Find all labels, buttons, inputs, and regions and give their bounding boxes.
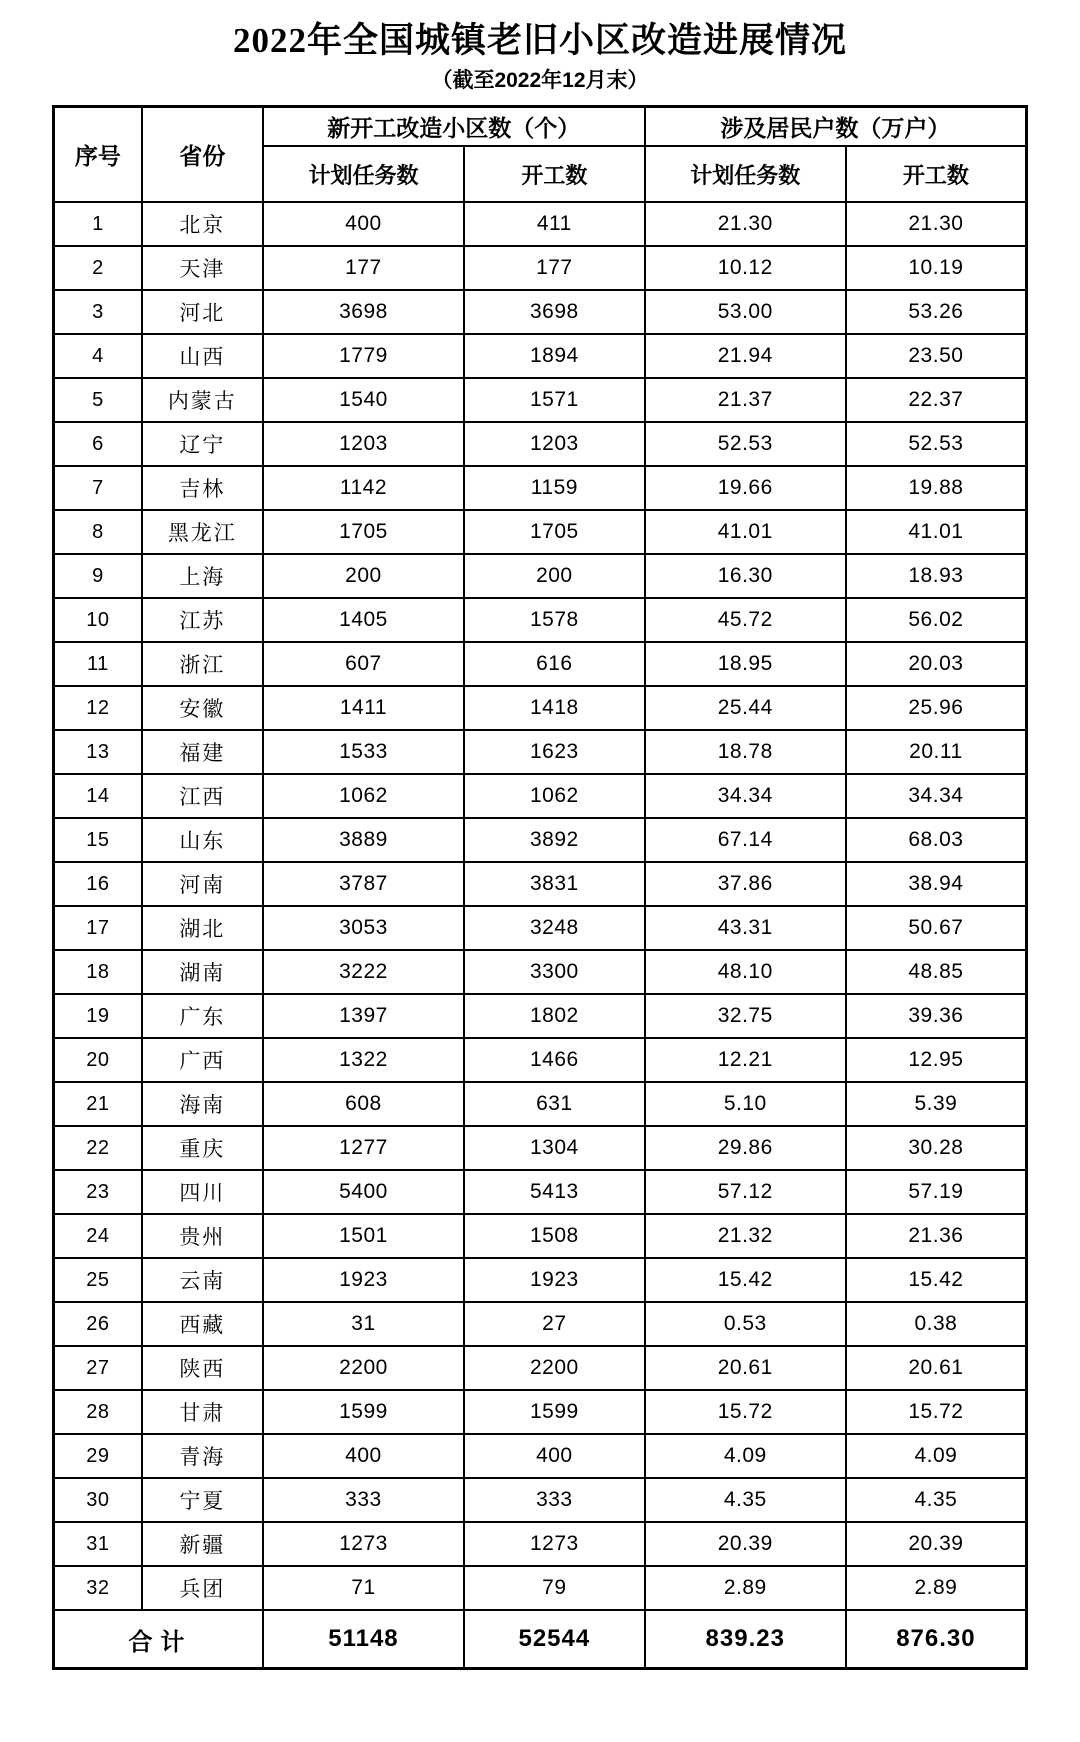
- row-units-started: 411: [464, 202, 645, 246]
- row-province: 浙江: [142, 642, 263, 686]
- row-households-started: 20.61: [846, 1346, 1027, 1390]
- row-households-plan: 53.00: [645, 290, 846, 334]
- row-households-started: 48.85: [846, 950, 1027, 994]
- table-row: [54, 1478, 1027, 1522]
- table-row: [54, 686, 1027, 730]
- row-households-started: 68.03: [846, 818, 1027, 862]
- row-province: 黑龙江: [142, 510, 263, 554]
- row-units-started: 200: [464, 554, 645, 598]
- row-index: 4: [54, 334, 142, 378]
- row-units-plan: 1705: [263, 510, 464, 554]
- row-units-plan: 1142: [263, 466, 464, 510]
- table-row: [54, 862, 1027, 906]
- table-row: [54, 554, 1027, 598]
- table-row: [54, 1214, 1027, 1258]
- row-index: 23: [54, 1170, 142, 1214]
- row-units-started: 1923: [464, 1258, 645, 1302]
- row-province: 重庆: [142, 1126, 263, 1170]
- row-units-plan: 1501: [263, 1214, 464, 1258]
- row-units-plan: 3889: [263, 818, 464, 862]
- row-province: 贵州: [142, 1214, 263, 1258]
- row-units-started: 1578: [464, 598, 645, 642]
- row-households-started: 20.39: [846, 1522, 1027, 1566]
- row-households-plan: 37.86: [645, 862, 846, 906]
- row-units-started: 177: [464, 246, 645, 290]
- row-households-started: 52.53: [846, 422, 1027, 466]
- row-households-started: 57.19: [846, 1170, 1027, 1214]
- row-index: 32: [54, 1566, 142, 1610]
- row-households-started: 0.38: [846, 1302, 1027, 1346]
- row-households-started: 21.36: [846, 1214, 1027, 1258]
- column-header-index: 序号: [54, 107, 142, 203]
- row-households-started: 15.72: [846, 1390, 1027, 1434]
- row-province: 广东: [142, 994, 263, 1038]
- total-units-plan: 51148: [263, 1610, 464, 1669]
- table-row: [54, 642, 1027, 686]
- table-row: [54, 1390, 1027, 1434]
- table-row: [54, 1302, 1027, 1346]
- row-index: 2: [54, 246, 142, 290]
- table-row: [54, 246, 1027, 290]
- row-households-started: 50.67: [846, 906, 1027, 950]
- row-households-plan: 21.32: [645, 1214, 846, 1258]
- row-households-plan: 5.10: [645, 1082, 846, 1126]
- row-index: 15: [54, 818, 142, 862]
- page-subtitle: （截至2022年12月末）: [431, 69, 649, 92]
- row-units-plan: 2200: [263, 1346, 464, 1390]
- row-units-plan: 607: [263, 642, 464, 686]
- row-units-started: 1203: [464, 422, 645, 466]
- row-units-plan: 3053: [263, 906, 464, 950]
- row-units-plan: 1397: [263, 994, 464, 1038]
- row-households-started: 21.30: [846, 202, 1027, 246]
- row-units-started: 1705: [464, 510, 645, 554]
- total-households-started: 876.30: [846, 1610, 1027, 1669]
- total-households-plan: 839.23: [645, 1610, 846, 1669]
- total-label: 合计: [54, 1610, 263, 1669]
- row-province: 北京: [142, 202, 263, 246]
- row-province: 西藏: [142, 1302, 263, 1346]
- row-units-started: 1418: [464, 686, 645, 730]
- row-province: 宁夏: [142, 1478, 263, 1522]
- table-row: [54, 906, 1027, 950]
- row-province: 内蒙古: [142, 378, 263, 422]
- column-header-units-plan: 计划任务数: [263, 146, 464, 202]
- row-units-started: 333: [464, 1478, 645, 1522]
- row-province: 安徽: [142, 686, 263, 730]
- row-province: 河北: [142, 290, 263, 334]
- row-households-started: 2.89: [846, 1566, 1027, 1610]
- row-households-plan: 29.86: [645, 1126, 846, 1170]
- row-index: 31: [54, 1522, 142, 1566]
- row-households-plan: 2.89: [645, 1566, 846, 1610]
- total-units-started: 52544: [464, 1610, 645, 1669]
- row-index: 1: [54, 202, 142, 246]
- row-households-plan: 67.14: [645, 818, 846, 862]
- row-units-started: 1599: [464, 1390, 645, 1434]
- row-units-started: 3300: [464, 950, 645, 994]
- row-units-started: 1273: [464, 1522, 645, 1566]
- row-households-started: 38.94: [846, 862, 1027, 906]
- column-header-province: 省份: [142, 107, 263, 203]
- row-units-started: 1508: [464, 1214, 645, 1258]
- row-units-plan: 1533: [263, 730, 464, 774]
- row-households-started: 15.42: [846, 1258, 1027, 1302]
- row-households-plan: 12.21: [645, 1038, 846, 1082]
- table-row: [54, 1522, 1027, 1566]
- row-households-plan: 57.12: [645, 1170, 846, 1214]
- table-body: [54, 202, 1027, 1610]
- row-households-started: 18.93: [846, 554, 1027, 598]
- row-index: 18: [54, 950, 142, 994]
- row-households-plan: 18.78: [645, 730, 846, 774]
- table-row: [54, 730, 1027, 774]
- row-units-plan: 1779: [263, 334, 464, 378]
- row-units-started: 5413: [464, 1170, 645, 1214]
- row-index: 16: [54, 862, 142, 906]
- row-index: 12: [54, 686, 142, 730]
- row-units-plan: 1062: [263, 774, 464, 818]
- row-index: 27: [54, 1346, 142, 1390]
- row-index: 14: [54, 774, 142, 818]
- row-households-started: 4.35: [846, 1478, 1027, 1522]
- row-units-plan: 1599: [263, 1390, 464, 1434]
- table-row: [54, 1126, 1027, 1170]
- table-row: [54, 1170, 1027, 1214]
- row-units-started: 1062: [464, 774, 645, 818]
- table-row: [54, 1258, 1027, 1302]
- row-households-plan: 41.01: [645, 510, 846, 554]
- row-index: 29: [54, 1434, 142, 1478]
- table-footer: [54, 1610, 1027, 1669]
- row-province: 辽宁: [142, 422, 263, 466]
- table-row: [54, 334, 1027, 378]
- row-province: 甘肃: [142, 1390, 263, 1434]
- row-units-plan: 3698: [263, 290, 464, 334]
- row-province: 江苏: [142, 598, 263, 642]
- table-row: [54, 202, 1027, 246]
- table-total-row: [54, 1610, 1027, 1669]
- row-index: 24: [54, 1214, 142, 1258]
- row-households-plan: 15.42: [645, 1258, 846, 1302]
- row-index: 26: [54, 1302, 142, 1346]
- row-units-started: 3248: [464, 906, 645, 950]
- row-units-plan: 1203: [263, 422, 464, 466]
- table-row: [54, 950, 1027, 994]
- row-units-plan: 31: [263, 1302, 464, 1346]
- table-row: [54, 422, 1027, 466]
- row-index: 6: [54, 422, 142, 466]
- row-province: 上海: [142, 554, 263, 598]
- row-units-started: 79: [464, 1566, 645, 1610]
- row-units-started: 631: [464, 1082, 645, 1126]
- table-row: [54, 994, 1027, 1038]
- row-households-plan: 34.34: [645, 774, 846, 818]
- row-units-started: 1894: [464, 334, 645, 378]
- row-units-started: 1571: [464, 378, 645, 422]
- row-province: 福建: [142, 730, 263, 774]
- row-households-plan: 4.35: [645, 1478, 846, 1522]
- row-units-started: 1623: [464, 730, 645, 774]
- table-row: [54, 466, 1027, 510]
- row-households-plan: 52.53: [645, 422, 846, 466]
- table-row: [54, 598, 1027, 642]
- column-header-group-units: 新开工改造小区数（个）: [263, 107, 645, 147]
- row-province: 广西: [142, 1038, 263, 1082]
- row-households-plan: 10.12: [645, 246, 846, 290]
- row-households-started: 4.09: [846, 1434, 1027, 1478]
- table-row: [54, 290, 1027, 334]
- row-units-plan: 1322: [263, 1038, 464, 1082]
- table-row: [54, 1566, 1027, 1610]
- row-households-plan: 15.72: [645, 1390, 846, 1434]
- row-households-started: 20.03: [846, 642, 1027, 686]
- row-households-plan: 4.09: [645, 1434, 846, 1478]
- row-province: 兵团: [142, 1566, 263, 1610]
- row-index: 7: [54, 466, 142, 510]
- row-units-plan: 3787: [263, 862, 464, 906]
- row-households-plan: 21.94: [645, 334, 846, 378]
- row-province: 陕西: [142, 1346, 263, 1390]
- row-index: 21: [54, 1082, 142, 1126]
- table-row: [54, 774, 1027, 818]
- row-households-plan: 16.30: [645, 554, 846, 598]
- row-index: 11: [54, 642, 142, 686]
- row-province: 湖北: [142, 906, 263, 950]
- table-row: [54, 510, 1027, 554]
- row-province: 海南: [142, 1082, 263, 1126]
- row-province: 云南: [142, 1258, 263, 1302]
- row-units-plan: 1277: [263, 1126, 464, 1170]
- row-households-started: 20.11: [846, 730, 1027, 774]
- row-households-plan: 45.72: [645, 598, 846, 642]
- row-index: 5: [54, 378, 142, 422]
- row-units-plan: 71: [263, 1566, 464, 1610]
- table-header-row-1: [54, 107, 1027, 147]
- row-units-plan: 608: [263, 1082, 464, 1126]
- row-index: 30: [54, 1478, 142, 1522]
- row-index: 10: [54, 598, 142, 642]
- row-province: 青海: [142, 1434, 263, 1478]
- row-province: 山西: [142, 334, 263, 378]
- row-units-started: 1159: [464, 466, 645, 510]
- row-index: 20: [54, 1038, 142, 1082]
- row-households-started: 56.02: [846, 598, 1027, 642]
- table-row: [54, 818, 1027, 862]
- row-households-plan: 21.30: [645, 202, 846, 246]
- row-households-started: 53.26: [846, 290, 1027, 334]
- row-units-started: 1304: [464, 1126, 645, 1170]
- row-index: 22: [54, 1126, 142, 1170]
- row-units-started: 616: [464, 642, 645, 686]
- row-units-started: 3698: [464, 290, 645, 334]
- row-index: 28: [54, 1390, 142, 1434]
- table-row: [54, 1038, 1027, 1082]
- progress-table: [52, 105, 1028, 1670]
- row-households-plan: 20.39: [645, 1522, 846, 1566]
- row-units-plan: 5400: [263, 1170, 464, 1214]
- row-units-started: 2200: [464, 1346, 645, 1390]
- row-units-started: 1466: [464, 1038, 645, 1082]
- table-row: [54, 378, 1027, 422]
- row-households-started: 34.34: [846, 774, 1027, 818]
- row-households-plan: 21.37: [645, 378, 846, 422]
- table-row: [54, 1346, 1027, 1390]
- column-header-households-started: 开工数: [846, 146, 1027, 202]
- row-units-started: 1802: [464, 994, 645, 1038]
- row-households-started: 5.39: [846, 1082, 1027, 1126]
- table-row: [54, 1082, 1027, 1126]
- row-households-started: 23.50: [846, 334, 1027, 378]
- row-units-plan: 177: [263, 246, 464, 290]
- row-index: 13: [54, 730, 142, 774]
- row-units-plan: 3222: [263, 950, 464, 994]
- page-title: 2022年全国城镇老旧小区改造进展情况: [232, 21, 847, 60]
- row-households-started: 30.28: [846, 1126, 1027, 1170]
- row-households-started: 25.96: [846, 686, 1027, 730]
- row-households-started: 12.95: [846, 1038, 1027, 1082]
- row-units-plan: 1273: [263, 1522, 464, 1566]
- row-households-plan: 0.53: [645, 1302, 846, 1346]
- table-header: [54, 107, 1027, 203]
- column-header-group-households: 涉及居民户数（万户）: [645, 107, 1027, 147]
- row-households-started: 22.37: [846, 378, 1027, 422]
- table-row: [54, 1434, 1027, 1478]
- row-province: 天津: [142, 246, 263, 290]
- row-households-plan: 32.75: [645, 994, 846, 1038]
- row-units-plan: 1923: [263, 1258, 464, 1302]
- row-households-plan: 18.95: [645, 642, 846, 686]
- row-province: 新疆: [142, 1522, 263, 1566]
- row-units-started: 400: [464, 1434, 645, 1478]
- row-units-plan: 1540: [263, 378, 464, 422]
- row-units-plan: 400: [263, 1434, 464, 1478]
- row-units-plan: 333: [263, 1478, 464, 1522]
- row-index: 19: [54, 994, 142, 1038]
- row-province: 吉林: [142, 466, 263, 510]
- row-province: 四川: [142, 1170, 263, 1214]
- row-households-started: 10.19: [846, 246, 1027, 290]
- row-households-plan: 25.44: [645, 686, 846, 730]
- row-province: 山东: [142, 818, 263, 862]
- row-units-started: 3831: [464, 862, 645, 906]
- row-province: 江西: [142, 774, 263, 818]
- row-households-plan: 20.61: [645, 1346, 846, 1390]
- row-households-started: 41.01: [846, 510, 1027, 554]
- row-households-plan: 48.10: [645, 950, 846, 994]
- column-header-units-started: 开工数: [464, 146, 645, 202]
- row-index: 9: [54, 554, 142, 598]
- row-index: 25: [54, 1258, 142, 1302]
- row-province: 湖南: [142, 950, 263, 994]
- row-index: 3: [54, 290, 142, 334]
- row-units-started: 3892: [464, 818, 645, 862]
- row-units-started: 27: [464, 1302, 645, 1346]
- row-index: 8: [54, 510, 142, 554]
- row-units-plan: 1411: [263, 686, 464, 730]
- row-households-started: 39.36: [846, 994, 1027, 1038]
- row-households-started: 19.88: [846, 466, 1027, 510]
- row-units-plan: 1405: [263, 598, 464, 642]
- row-units-plan: 200: [263, 554, 464, 598]
- row-households-plan: 43.31: [645, 906, 846, 950]
- row-households-plan: 19.66: [645, 466, 846, 510]
- row-index: 17: [54, 906, 142, 950]
- column-header-households-plan: 计划任务数: [645, 146, 846, 202]
- row-province: 河南: [142, 862, 263, 906]
- row-units-plan: 400: [263, 202, 464, 246]
